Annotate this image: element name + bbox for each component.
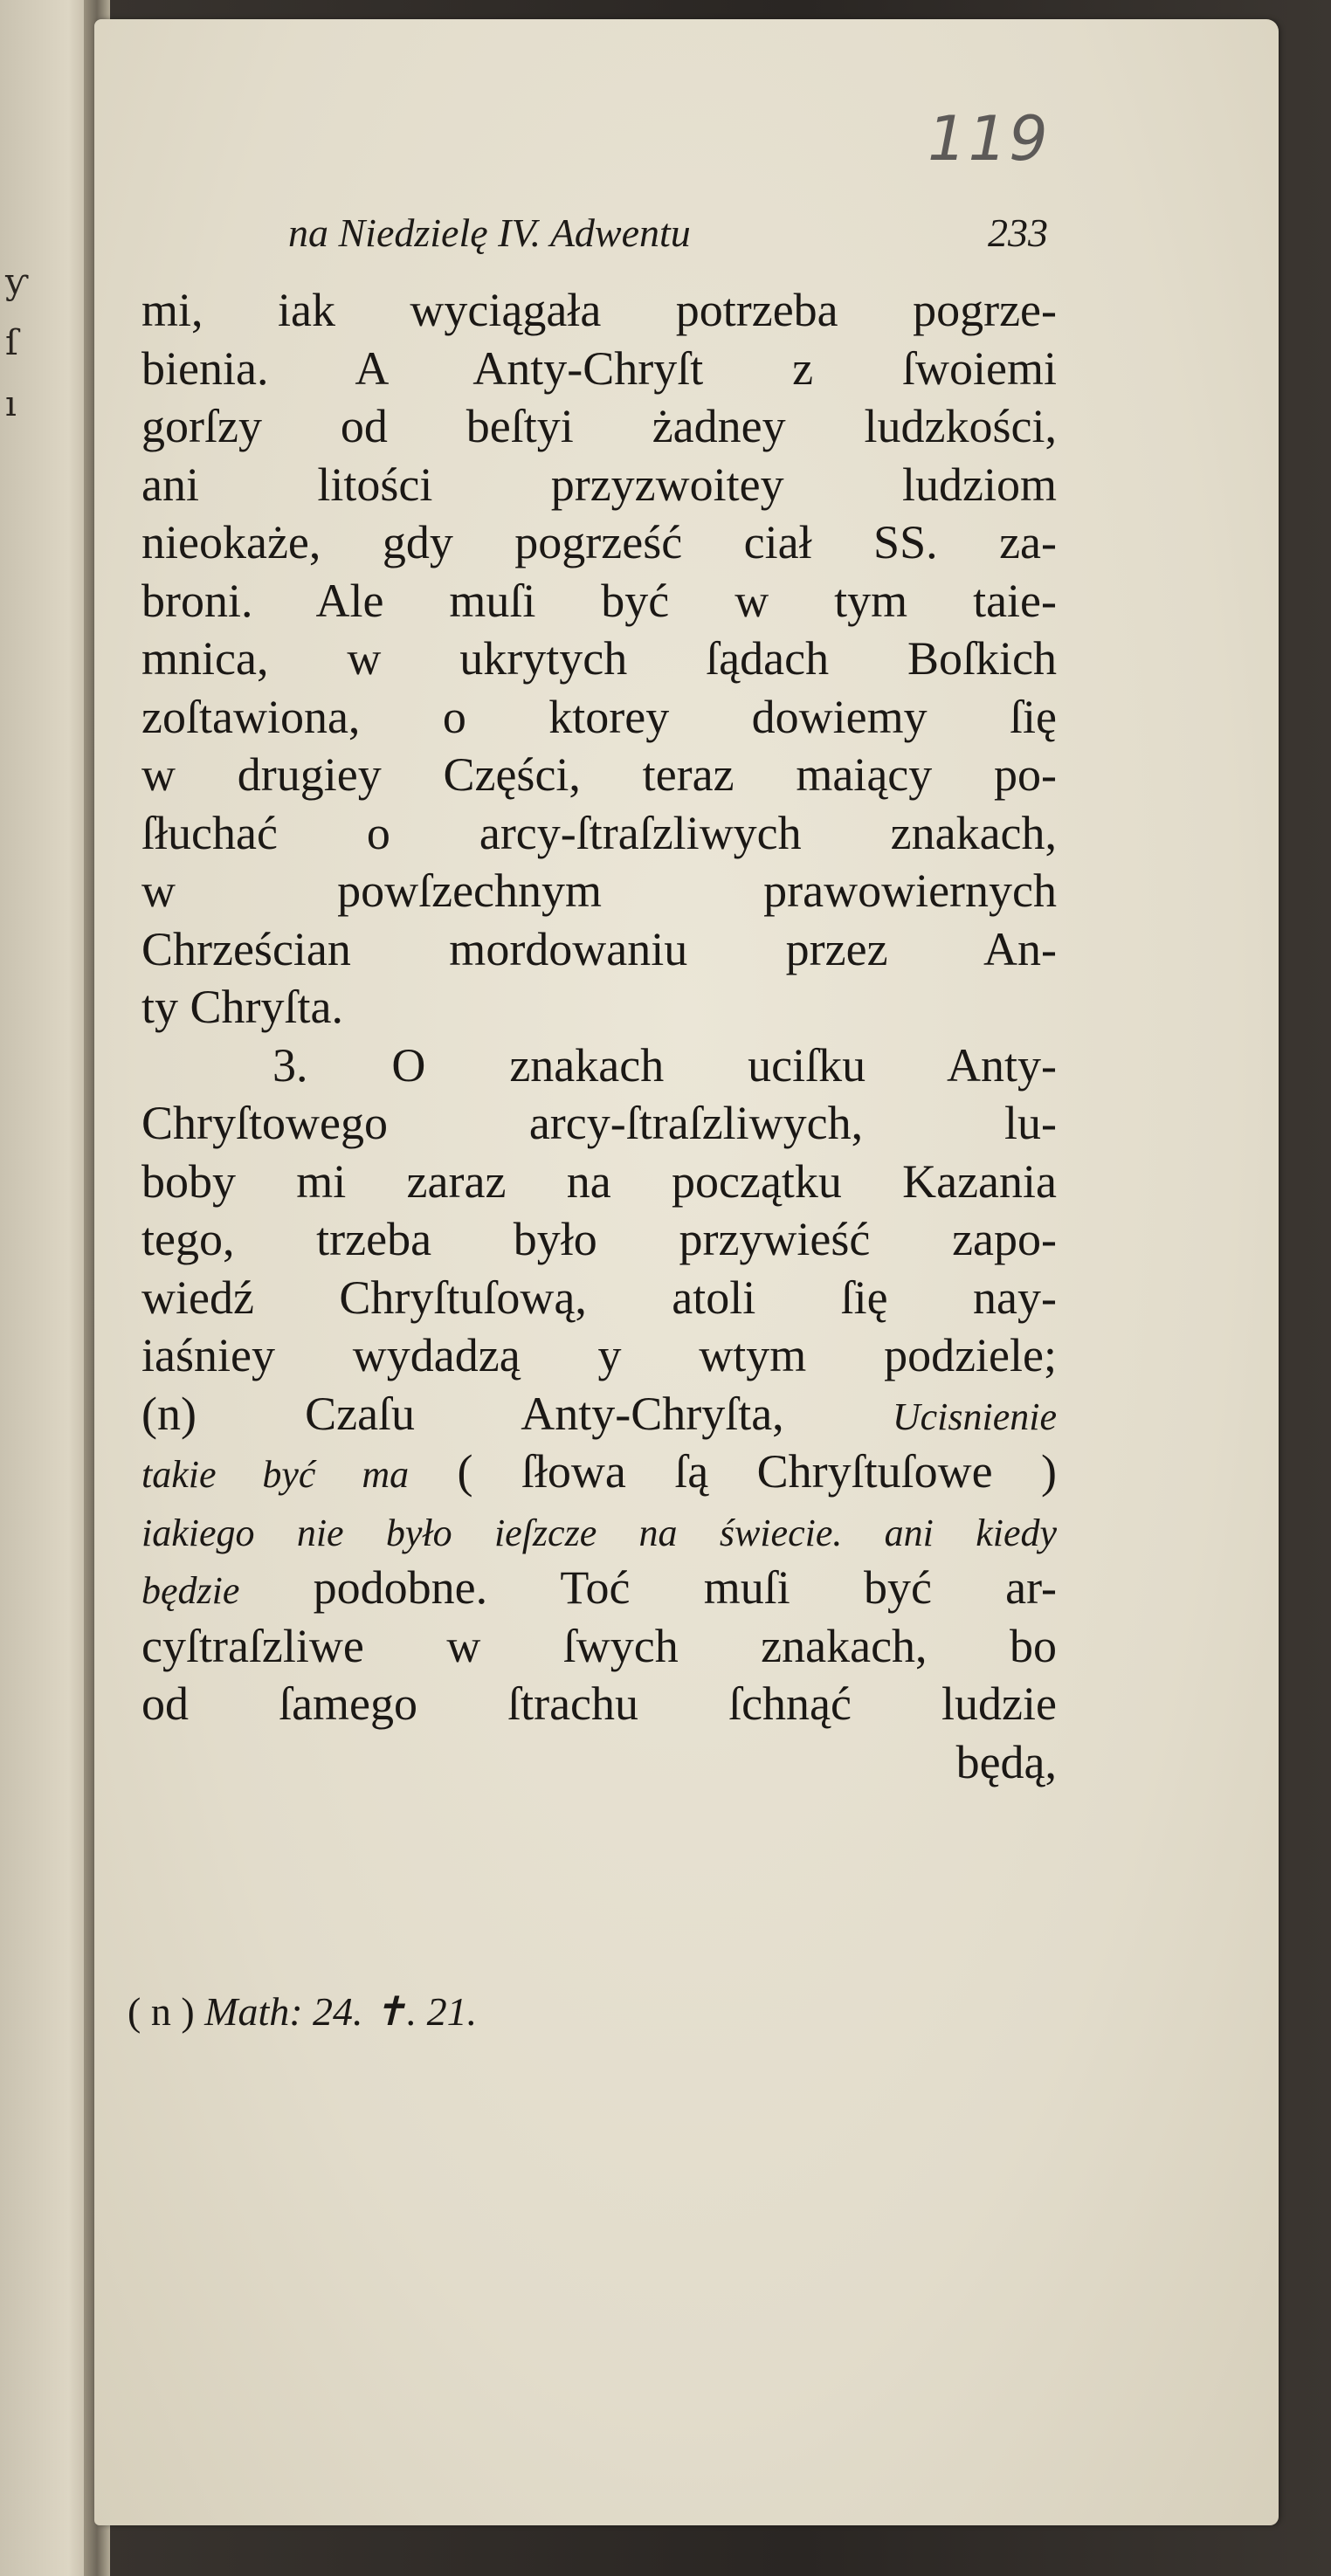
text-line: w drugiey Części, teraz maiący po- [141, 748, 1057, 801]
text-line: bienia. A Anty-Chryſt z ſwoiemi [141, 341, 1057, 395]
body-text [141, 281, 1057, 1791]
facing-page-glyph: ſ [5, 323, 18, 363]
text-segment: (n) Czaſu Anty-Chryſta, [141, 1387, 893, 1440]
pencil-folio-number: 119 [928, 103, 1050, 175]
text-line: ani litości przyzwoitey ludziom [141, 458, 1057, 511]
text-line: tego, trzeba było przywieść zapo- [141, 1213, 1057, 1265]
text-line: zoſtawiona, o ktorey dowiemy ſię [141, 690, 1057, 743]
page-number: 233 [988, 210, 1048, 255]
text-line: ty Chryſta. [141, 981, 343, 1033]
text-line: od ſamego ſtrachu ſchnąć ludzie [141, 1677, 1057, 1730]
footnote-mark: ( n ) [128, 1989, 195, 2034]
text-line: iaśniey wydadzą y wtym podziele; [141, 1329, 1057, 1381]
facing-page-glyph: ı [5, 384, 17, 424]
text-line: mnica, w ukrytych ſądach Boſkich [141, 632, 1057, 685]
text-line: ſłuchać o arcy-ſtraſzliwych znakach, [141, 806, 1057, 859]
footnote [128, 1987, 477, 2035]
text-line: Chryſtowego arcy-ſtraſzliwych, lu- [141, 1097, 1057, 1149]
italic-quote-segment: będzie [141, 1569, 240, 1612]
italic-quote-segment: iakiego nie było ieſzcze na świecie. ani kiedy [141, 1511, 1057, 1554]
text-line [141, 1385, 1057, 1443]
text-line: broni. Ale muſi być w tym taie- [141, 574, 1057, 627]
text-line: nieokaże, gdy pogrześć ciał SS. za- [141, 516, 1057, 568]
text-line: wiedź Chryſtuſową, atoli ſię nay- [141, 1271, 1057, 1324]
italic-quote-segment: Ucisnienie [892, 1395, 1057, 1438]
text-line [141, 1559, 1057, 1617]
text-line: boby mi zaraz na początku Kazania [141, 1154, 1057, 1208]
text-line: Chrześcian mordowaniu przez An- [141, 922, 1057, 975]
text-line [141, 1501, 1057, 1560]
text-segment: ( ſłowa ſą Chryſtuſowe ) [409, 1445, 1057, 1498]
facing-page-glyph: ƴ [5, 262, 29, 302]
running-header-title: na Niedzielę IV. Adwentu [288, 210, 691, 255]
text-segment: podobne. Toć muſi być ar- [239, 1561, 1057, 1614]
paragraph-start-line: 3. O znakach uciſku Anty- [272, 1038, 1057, 1092]
catchword: będą, [955, 1735, 1057, 1788]
text-line [141, 1443, 1057, 1501]
running-header [192, 210, 1048, 271]
text-line: cyſtraſzliwe w ſwych znakach, bo [141, 1619, 1057, 1672]
text-line: mi, iak wyciągała potrzeba pogrze- [141, 284, 1057, 336]
footnote-reference: Math: 24. ✝. 21. [204, 1989, 478, 2034]
text-line: gorſzy od beſtyi żadney ludzkości, [141, 400, 1057, 452]
italic-quote-segment: takie być ma [141, 1453, 410, 1496]
text-line: w powſzechnym prawowiernych [141, 864, 1057, 917]
